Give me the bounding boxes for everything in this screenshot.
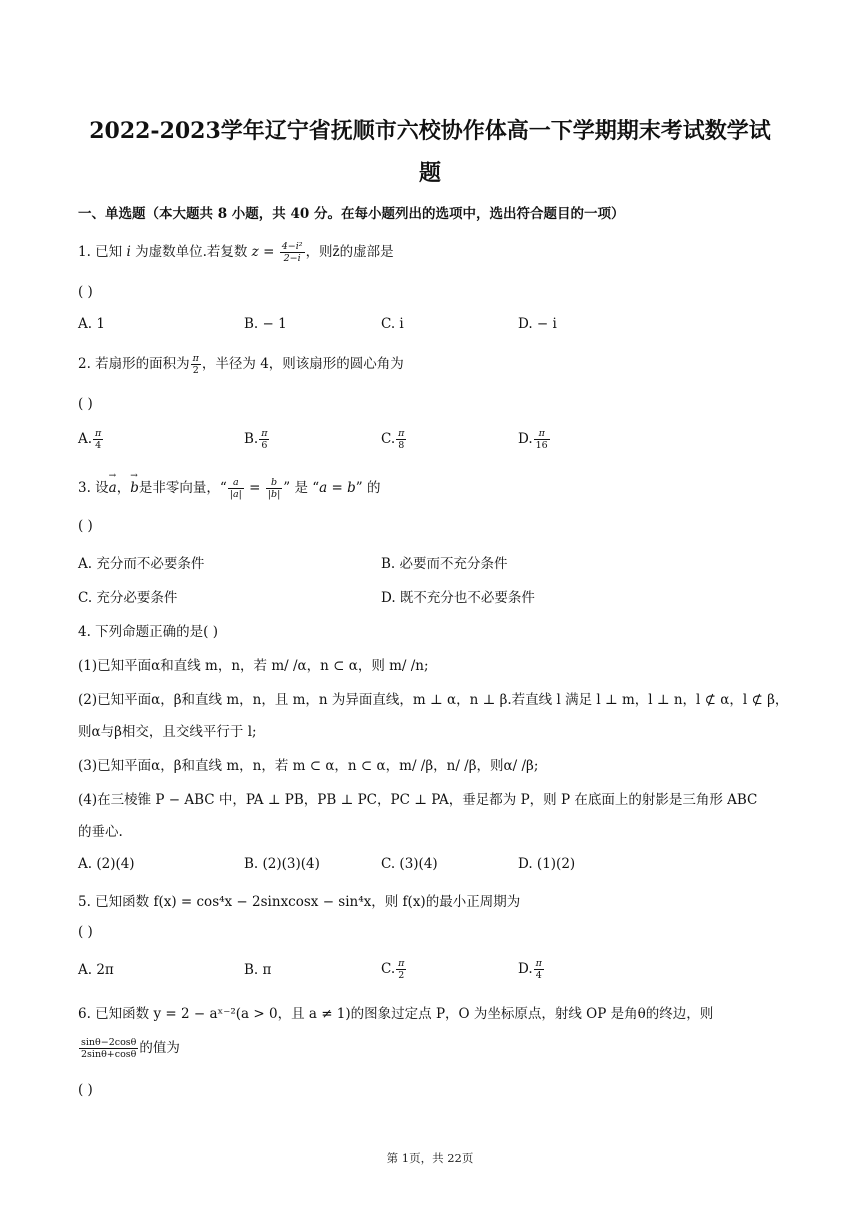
- q2-option-b: [244, 428, 270, 451]
- q1-z: z: [251, 244, 259, 260]
- q2-option-b-label: B.: [244, 431, 259, 447]
- q1-i: i: [126, 244, 131, 260]
- q5-option-c-frac: [396, 958, 406, 981]
- q2-option-a-frac: [93, 428, 103, 451]
- question-3-answer-paren: ( ): [78, 518, 93, 534]
- page-footer: 第 1页，共 22页: [386, 1151, 474, 1165]
- q5-option-d: [518, 958, 545, 981]
- q1-option-d: D. − i: [518, 316, 557, 332]
- q2-option-c: [381, 428, 407, 451]
- q2-option-a-label: A.: [78, 431, 93, 447]
- q5-option-c: [381, 958, 407, 981]
- q5-option-d-label: D.: [518, 961, 533, 977]
- q3-mid2: ” 是 “: [283, 480, 320, 496]
- q6-fraction: [79, 1037, 138, 1060]
- q4-statement-2: (2)已知平面α，β和直线 m，n，且 m，n 为异面直线，m ⊥ α，n ⊥ β.若直线 l 满足 l ⊥ m，l ⊥ n，l ⊄ α，l ⊄ β，: [78, 692, 789, 708]
- q1-fraction: [280, 241, 305, 264]
- q2-pre: 2. 若扇形的面积为: [78, 356, 190, 372]
- question-2-answer-paren: ( ): [78, 396, 93, 412]
- q5-option-b: B. π: [244, 962, 272, 978]
- q5-d-num: π: [535, 958, 542, 969]
- q3-f2-num: b: [266, 477, 282, 489]
- q5-option-d-frac: [534, 958, 544, 981]
- q2-c-den: 8: [398, 440, 405, 451]
- question-1-stem: [78, 240, 394, 264]
- q2-d-den: 16: [535, 440, 548, 451]
- q2-c-num: π: [398, 428, 405, 439]
- question-6-stem-cont: [78, 1036, 180, 1060]
- q2-a-den: 4: [95, 440, 102, 451]
- question-5-answer-paren: ( ): [78, 924, 93, 940]
- q4-statement-1: (1)已知平面α和直线 m，n，若 m/ /α，n ⊂ α，则 m/ /n;: [78, 658, 429, 674]
- q3-pre: 3. 设: [78, 480, 109, 496]
- q2-option-c-label: C.: [381, 431, 396, 447]
- document-title-line1: 2022-2023学年辽宁省抚顺市六校协作体高一下学期期末考试数学试: [89, 118, 771, 144]
- q2-option-b-frac: [259, 428, 269, 451]
- q3-mid: 是非零向量，“: [138, 480, 227, 496]
- q2-b-num: π: [261, 428, 268, 439]
- q3-eq: =: [244, 480, 265, 496]
- q6-num: sinθ−2cosθ: [81, 1037, 137, 1048]
- section-heading: 一、单选题（本大题共 8 小题，共 40 分。在每小题列出的选项中，选出符合题目的一项）: [78, 206, 625, 222]
- q3-f1-num: a: [228, 477, 244, 489]
- q1-option-a: A. 1: [78, 316, 105, 332]
- q3-vector-a: → a: [109, 480, 117, 496]
- q3-f2-den: |b|: [267, 489, 281, 500]
- q1-mid: 为虚数单位.若复数: [130, 244, 252, 260]
- question-4-stem: 4. 下列命题正确的是( ): [78, 624, 218, 640]
- q1-num: 4−i²: [281, 241, 303, 252]
- question-5-stem: 5. 已知函数 f(x) = cos⁴x − 2sinxcosx − sin⁴x，则 f(x)的最小正周期为: [78, 894, 521, 910]
- question-3-stem: [78, 476, 380, 500]
- q3-fraction-b: [266, 477, 282, 500]
- q2-option-a: [78, 428, 104, 451]
- q1-den: 2−i: [283, 253, 301, 264]
- q5-c-num: π: [398, 958, 405, 969]
- q1-eq: =: [258, 244, 279, 260]
- q4-option-b: B. (2)(3)(4): [244, 856, 320, 872]
- question-1-answer-paren: ( ): [78, 284, 93, 300]
- q3-fraction-a: [228, 477, 244, 500]
- q3-post: ” 的: [355, 480, 381, 496]
- q3-option-c: C. 充分必要条件: [78, 590, 178, 606]
- q6-post: 的值为: [139, 1040, 180, 1056]
- q1-post: ，则z̄的虚部是: [305, 244, 394, 260]
- q4-option-a: A. (2)(4): [78, 856, 135, 872]
- q3-f1-den: |a|: [229, 489, 242, 500]
- q2-a-num: π: [95, 428, 102, 439]
- q5-c-den: 2: [398, 970, 405, 981]
- q2-den: 2: [192, 365, 199, 376]
- q5-d-den: 4: [535, 970, 542, 981]
- q4-option-c: C. (3)(4): [381, 856, 438, 872]
- q5-option-a: A. 2π: [78, 962, 114, 978]
- q4-statement-4: (4)在三棱锥 P − ABC 中，PA ⊥ PB，PB ⊥ PC，PC ⊥ PA，垂足都为 P，则 P 在底面上的射影是三角形 ABC: [78, 792, 758, 808]
- q2-b-den: 6: [261, 440, 268, 451]
- q1-option-b: B. − 1: [244, 316, 287, 332]
- q4-statement-2-cont: 则α与β相交，且交线平行于 l;: [78, 724, 257, 740]
- q4-statement-4-cont: 的垂心.: [78, 824, 123, 840]
- q2-post: ，半径为 4，则该扇形的圆心角为: [201, 356, 404, 372]
- question-2-stem: [78, 352, 404, 376]
- document-title-line2: 题: [418, 160, 441, 186]
- question-6-stem: 6. 已知函数 y = 2 − aˣ⁻²(a > 0，且 a ≠ 1)的图象过定点 P，O 为坐标原点，射线 OP 是角θ的终边，则: [78, 1006, 714, 1022]
- q2-d-num: π: [534, 428, 550, 440]
- q5-option-c-label: C.: [381, 961, 396, 977]
- question-6-answer-paren: ( ): [78, 1082, 93, 1098]
- q6-den: 2sinθ+cosθ: [81, 1049, 137, 1060]
- q3-option-a: A. 充分而不必要条件: [78, 556, 205, 572]
- q4-statement-3: (3)已知平面α，β和直线 m，n，若 m ⊂ α，n ⊂ α，m/ /β，n/ /β，则α/ /β;: [78, 758, 539, 774]
- q3-condition: a = b: [319, 480, 356, 496]
- q3-option-b: B. 必要而不充分条件: [381, 556, 508, 572]
- q2-option-c-frac: [396, 428, 406, 451]
- q2-option-d-frac: [534, 428, 550, 451]
- q2-option-d: [518, 428, 551, 451]
- q1-option-c: C. i: [381, 316, 404, 332]
- q2-num: π: [192, 353, 199, 364]
- q4-option-d: D. (1)(2): [518, 856, 576, 872]
- q2-option-d-label: D.: [518, 431, 533, 447]
- q1-pre: 1. 已知: [78, 244, 127, 260]
- q3-vector-b: → b: [130, 480, 139, 496]
- q3-comma: ，: [116, 480, 131, 496]
- q2-fraction: [191, 353, 201, 376]
- q3-option-d: D. 既不充分也不必要条件: [381, 590, 535, 606]
